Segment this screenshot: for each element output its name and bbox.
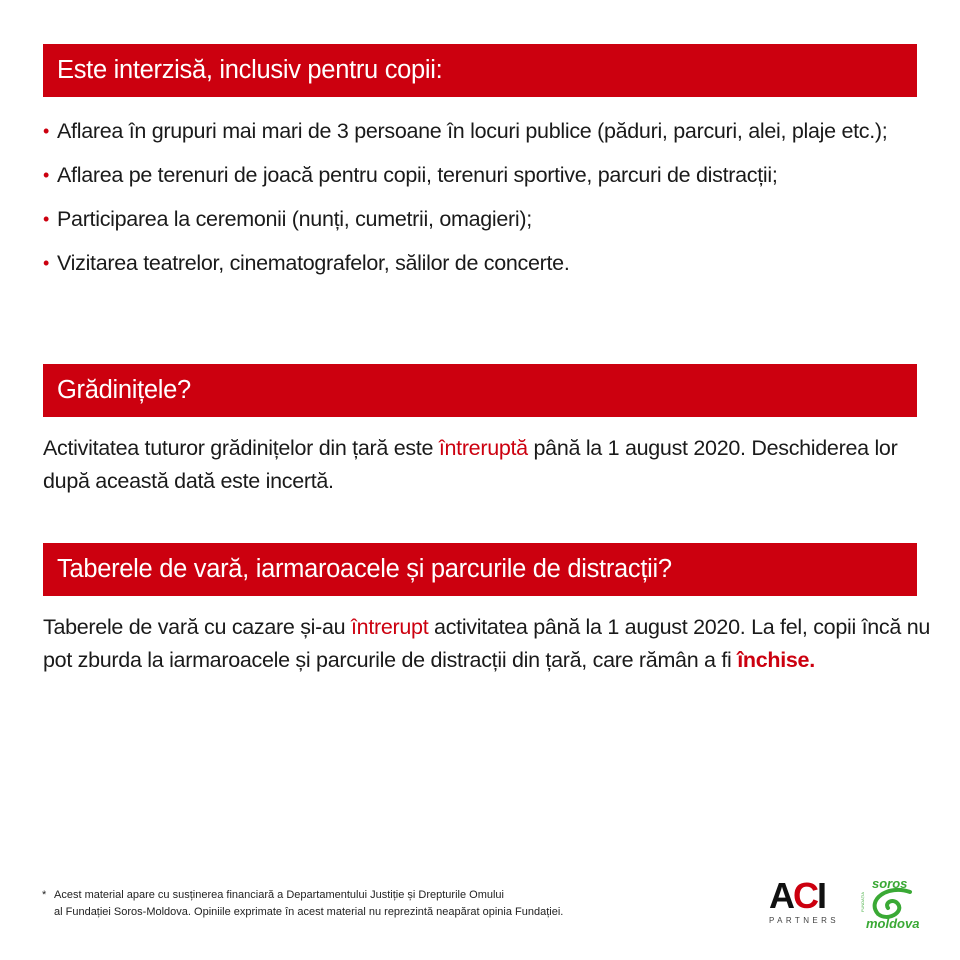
section-heading-prohibited: Este interzisă, inclusiv pentru copii: (43, 44, 917, 97)
prohibited-list (43, 115, 933, 291)
highlight-closed: închise. (737, 648, 815, 672)
svg-text:moldova: moldova (866, 916, 920, 931)
bullet-icon: • (43, 121, 50, 141)
aci-partners-logo: ACI PARTNERS (769, 875, 840, 925)
section-heading-camps: Taberele de vară, iarmaroacele și parcurile de distracții? (43, 543, 917, 596)
highlight-interrupted: întreruptă (438, 436, 528, 460)
list-item: • Aflarea pe terenuri de joacă pentru copii, terenuri sportive, parcuri de distracții; (43, 159, 933, 191)
bullet-icon: • (43, 209, 50, 229)
highlight-interrupted: întrerupt (351, 615, 429, 639)
svg-text:soros: soros (872, 876, 908, 891)
list-item: • Vizitarea teatrelor, cinematografelor, sălilor de concerte. (43, 247, 933, 279)
footer-disclaimer: * Acest material apare cu susținerea financiară a Departamentului Justiție și Drepturile Omului al Fundației Soros-Moldova. Opiniile exprimate în acest material nu reprezintă neapărat opinia Fundației. (42, 889, 564, 918)
soros-swirl-icon (858, 876, 922, 932)
soros-moldova-logo (858, 876, 922, 932)
camps-paragraph: Taberele de vară cu cazare și-au întrerupt activitatea până la 1 august 2020. La fel, copii încă nu pot zburda la iarmaroacele și parcurile de distracții din țară, care rămân a fi închise. (43, 615, 931, 672)
kindergartens-paragraph: Activitatea tuturor grădinițelor din țară este întreruptă până la 1 august 2020. Deschiderea lor după această dată este incertă. (43, 436, 898, 493)
svg-text:FUNDAȚIA: FUNDAȚIA (860, 892, 865, 912)
section-heading-kindergartens: Grădinițele? (43, 364, 917, 417)
list-item: • Participarea la ceremonii (nunți, cumetrii, omagieri); (43, 203, 933, 235)
bullet-icon: • (43, 253, 50, 273)
list-item: • Aflarea în grupuri mai mari de 3 persoane în locuri publice (păduri, parcuri, alei, plaje etc.); (43, 115, 933, 147)
asterisk: * (42, 889, 47, 901)
bullet-icon: • (43, 165, 50, 185)
